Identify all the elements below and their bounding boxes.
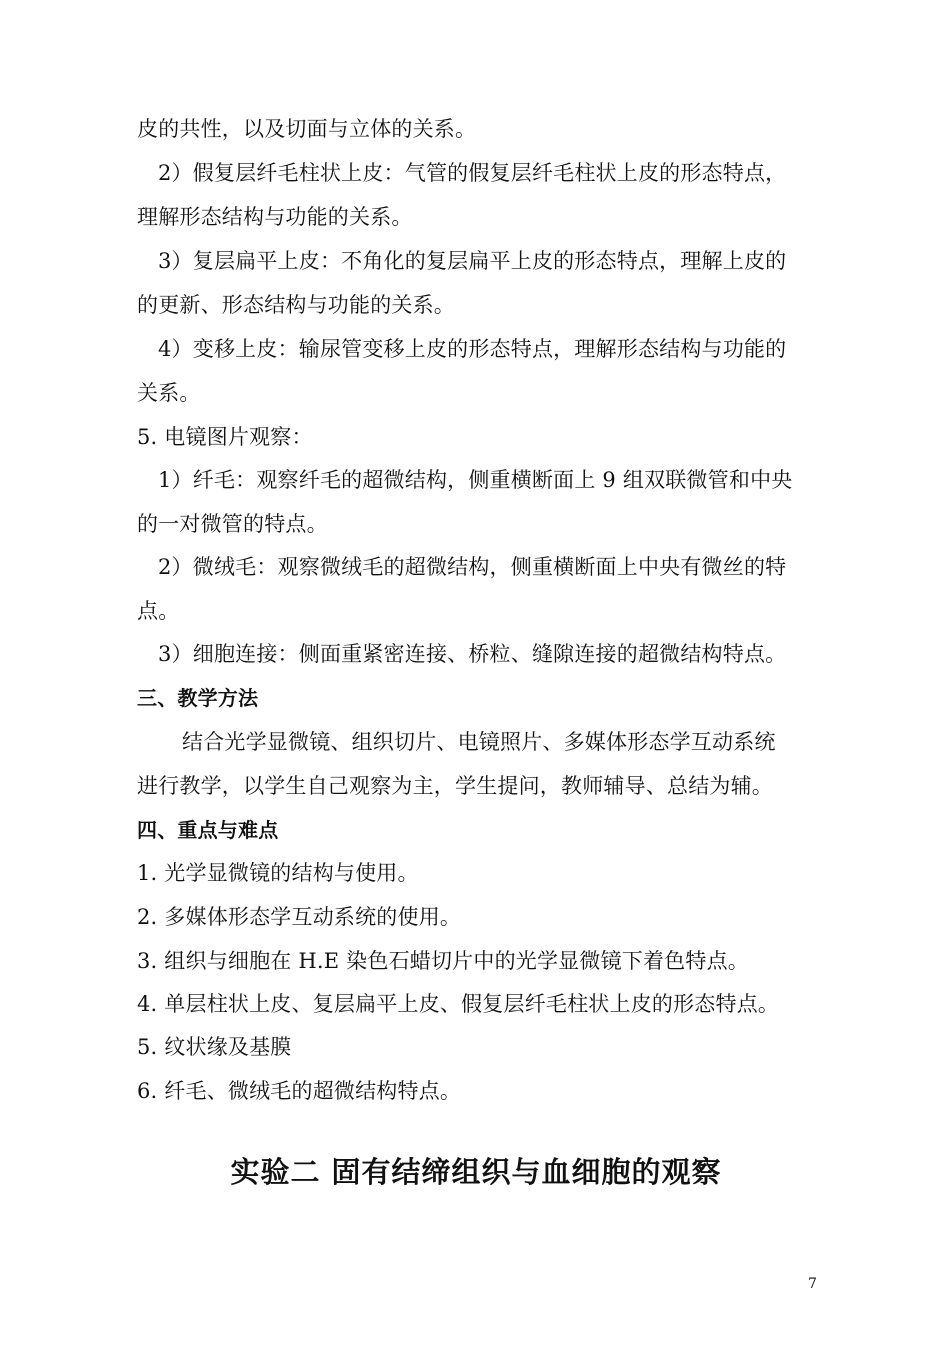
text-line: 4）变移上皮：输尿管变移上皮的形态特点，理解形态结构与功能的 xyxy=(158,337,787,361)
list-item: 3. 组织与细胞在 H.E 染色石蜡切片中的光学显微镜下着色特点。 xyxy=(137,949,749,973)
paragraph-line: 进行教学，以学生自己观察为主，学生提问，教师辅导、总结为辅。 xyxy=(137,774,773,798)
text-line: 3）复层扁平上皮：不角化的复层扁平上皮的形态特点，理解上皮的 xyxy=(158,249,787,273)
text-line: 1）纤毛：观察纤毛的超微结构，侧重横断面上 9 组双联微管和中央 xyxy=(158,468,793,492)
list-item: 2. 多媒体形态学互动系统的使用。 xyxy=(137,905,462,929)
section-heading-teaching-methods: 三、教学方法 xyxy=(137,686,259,710)
text-line: 的更新、形态结构与功能的关系。 xyxy=(137,293,455,317)
text-line: 3）细胞连接：侧面重紧密连接、桥粒、缝隙连接的超微结构特点。 xyxy=(158,642,787,666)
page-number: 7 xyxy=(808,1276,817,1292)
text-line: 2）假复层纤毛柱状上皮：气管的假复层纤毛柱状上皮的形态特点， xyxy=(158,161,787,185)
text-line: 皮的共性，以及切面与立体的关系。 xyxy=(137,117,477,141)
section-heading-key-points: 四、重点与难点 xyxy=(137,818,279,842)
list-item: 4. 单层柱状上皮、复层扁平上皮、假复层纤毛柱状上皮的形态特点。 xyxy=(137,992,780,1016)
text-line: 关系。 xyxy=(137,381,201,405)
list-item: 1. 光学显微镜的结构与使用。 xyxy=(137,861,419,885)
text-line: 2）微绒毛：观察微绒毛的超微结构，侧重横断面上中央有微丝的特 xyxy=(158,555,787,579)
text-line: 点。 xyxy=(137,599,180,623)
list-item: 6. 纤毛、微绒毛的超微结构特点。 xyxy=(137,1079,462,1103)
text-line: 的一对微管的特点。 xyxy=(137,512,328,536)
text-line: 5. 电镜图片观察： xyxy=(137,425,313,449)
paragraph-line: 结合光学显微镜、组织切片、电镜照片、多媒体形态学互动系统 xyxy=(182,730,776,754)
list-item: 5. 纹状缘及基膜 xyxy=(137,1035,292,1059)
chapter-title: 实验二 固有结缔组织与血细胞的观察 xyxy=(230,1155,722,1189)
text-line: 理解形态结构与功能的关系。 xyxy=(137,205,413,229)
